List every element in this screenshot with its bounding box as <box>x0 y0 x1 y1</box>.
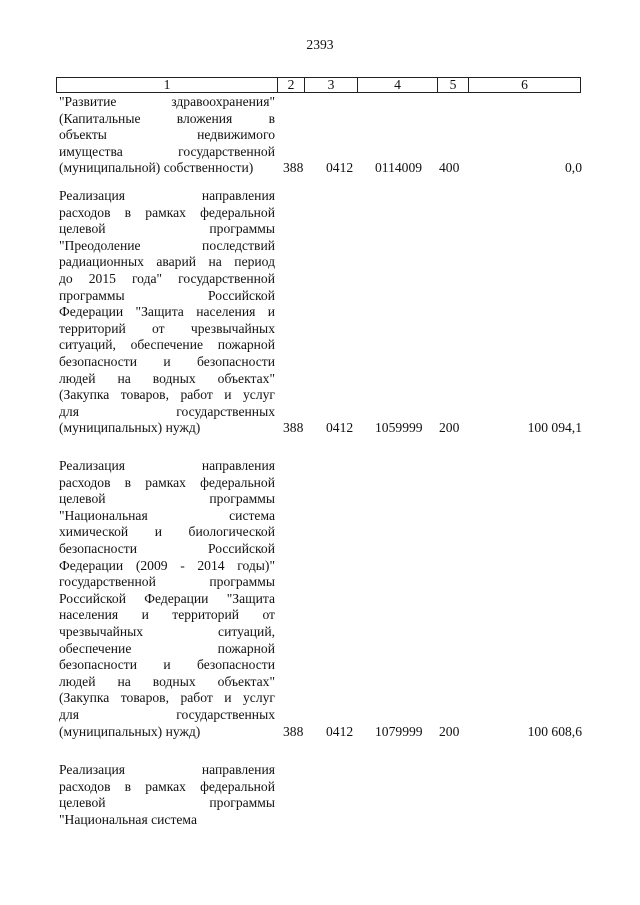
description-line: расходов в рамках федеральной <box>59 778 275 794</box>
description-line: населения и территорий от <box>59 607 275 623</box>
description-line: обеспечение пожарной <box>59 640 275 656</box>
description-line: для государственных <box>59 706 275 722</box>
description-line: целевой программы <box>59 795 275 811</box>
description-line: людей на водных объектах" <box>59 673 275 689</box>
description-line: целевой программы <box>59 221 275 237</box>
description-line: (Закупка товаров, работ и услуг <box>59 690 275 706</box>
description-line: (муниципальных) нужд) <box>59 420 201 436</box>
row-description <box>59 458 275 740</box>
description-line: Реализация направления <box>59 458 275 473</box>
description-line: (Закупка товаров, работ и услуг <box>59 387 275 403</box>
description-line: "Национальная система <box>59 811 197 827</box>
description-line: "Развитие здравоохранения" <box>59 94 275 109</box>
header-col-5: 5 <box>437 78 468 92</box>
cell-col4: 1059999 <box>375 420 423 436</box>
description-line: безопасности и безопасности <box>59 657 275 673</box>
description-line: Федерации (2009 - 2014 годы)" <box>59 557 275 573</box>
cell-col5: 400 <box>439 160 460 176</box>
description-line: целевой программы <box>59 491 275 507</box>
description-line: чрезвычайных ситуаций, <box>59 623 275 639</box>
description-line: "Преодоление последствий <box>59 237 275 253</box>
description-line: территорий от чрезвычайных <box>59 320 275 336</box>
description-line: Федерации "Защита населения и <box>59 304 275 320</box>
header-col-2: 2 <box>277 78 304 92</box>
description-line: химической и биологической <box>59 524 275 540</box>
cell-col3: 0412 <box>326 723 354 739</box>
description-line: расходов в рамках федеральной <box>59 204 275 220</box>
header-col-6: 6 <box>468 78 580 92</box>
cell-col4: 1079999 <box>375 723 423 739</box>
cell-col6: 0,0 <box>565 160 582 176</box>
row-description <box>59 188 275 437</box>
cell-col2: 388 <box>283 723 304 739</box>
description-line: программы Российской <box>59 287 275 303</box>
description-line: (Капитальные вложения в <box>59 110 275 126</box>
cell-col2: 388 <box>283 160 304 176</box>
cell-col5: 200 <box>439 420 460 436</box>
cell-col4: 0114009 <box>375 160 423 176</box>
cell-col6: 100 608,6 <box>527 723 582 739</box>
row-description <box>59 94 275 177</box>
description-line: людей на водных объектах" <box>59 370 275 386</box>
cell-col6: 100 094,1 <box>527 420 582 436</box>
description-line: "Национальная система <box>59 507 275 523</box>
header-col-3: 3 <box>304 78 357 92</box>
description-line: Реализация направления <box>59 188 275 203</box>
header-col-4: 4 <box>357 78 437 92</box>
cell-col3: 0412 <box>326 160 354 176</box>
description-line: безопасности Российской <box>59 540 275 556</box>
page-number: 2393 <box>306 37 334 52</box>
description-line: Реализация направления <box>59 762 275 777</box>
description-line: ситуаций, обеспечение пожарной <box>59 337 275 353</box>
description-line: радиационных аварий на период <box>59 254 275 270</box>
cell-col3: 0412 <box>326 420 354 436</box>
description-line: имущества государственной <box>59 143 275 159</box>
header-col-1: 1 <box>163 77 171 92</box>
cell-col2: 388 <box>283 420 304 436</box>
description-line: (муниципальной) собственности) <box>59 160 254 176</box>
description-line: (муниципальных) нужд) <box>59 723 201 739</box>
table-header <box>56 77 581 93</box>
description-line: для государственных <box>59 403 275 419</box>
cell-col5: 200 <box>439 723 460 739</box>
description-line: объекты недвижимого <box>59 127 275 143</box>
description-line: до 2015 года" государственной <box>59 270 275 286</box>
description-line: Российской Федерации "Защита <box>59 590 275 606</box>
description-line: государственной программы <box>59 574 275 590</box>
row-description <box>59 762 275 828</box>
description-line: расходов в рамках федеральной <box>59 474 275 490</box>
description-line: безопасности и безопасности <box>59 353 275 369</box>
